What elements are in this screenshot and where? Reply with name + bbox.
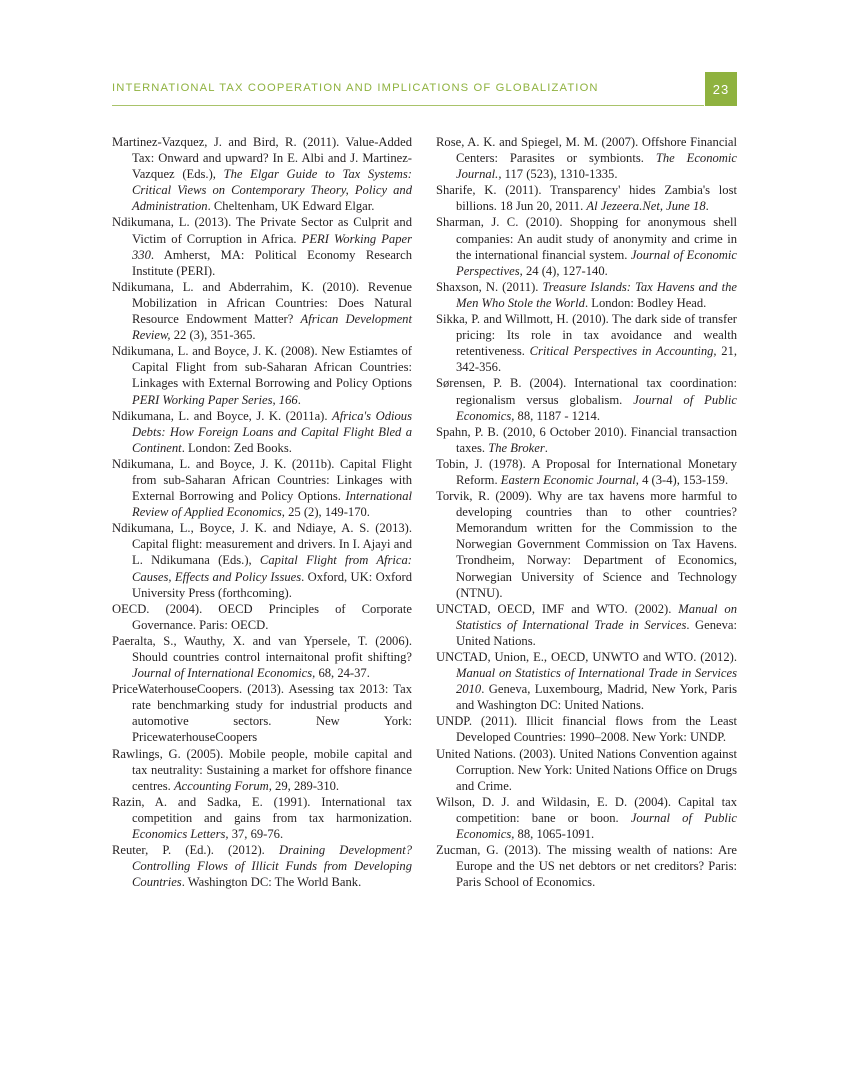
page-number-badge: [705, 72, 737, 106]
reference-text: 117 (523), 1310-1335.: [501, 167, 618, 182]
reference-title-italic: Africa's Odious Debts: How Foreign Loans and Capital Flight Bled a Continent: [132, 408, 412, 455]
page-number: 23: [712, 81, 730, 97]
reference-text: UNCTAD, Union, E., OECD, UNWTO and WTO. (2012).: [436, 650, 737, 664]
reference-text: PriceWaterhouseCoopers. (2013). Asessing tax 2013: Tax rate benchmarking study for industrial products and automotive sectors. New York: PricewaterhouseCoopers: [112, 682, 412, 745]
reference-text: 24 (4), 127-140.: [522, 263, 608, 278]
reference-entry: [436, 375, 737, 423]
reference-title-italic: The Elgar Guide to Tax Systems: Critical Views on Contemporary Theory, Policy and Administration: [132, 167, 412, 214]
reference-text: . Washington DC: The World Bank.: [181, 875, 362, 890]
reference-text: 37, 69-76.: [228, 827, 284, 842]
reference-entry: [436, 279, 737, 311]
reference-title-italic: PERI Working Paper Series, 166: [132, 392, 298, 407]
reference-text: OECD. (2004). OECD Principles of Corporate Governance. Paris: OECD.: [112, 601, 412, 632]
reference-text: Razin, A. and Sadka, E. (1991). International tax competition and gains from tax harmonization.: [112, 794, 412, 825]
reference-title-italic: The Economic Journal.,: [456, 151, 737, 182]
reference-text: Ndikumana, L., Boyce, J. K. and Ndiaye, A. S. (2013). Capital flight: measurement and drivers. In I. Ajayi and L. Ndikumana (Eds.),: [112, 521, 412, 568]
reference-text: Wilson, D. J. and Wildasin, E. D. (2004). Capital tax competition: bane or boon.: [436, 794, 737, 825]
reference-entry: [436, 424, 737, 456]
reference-title-italic: Eastern Economic Journal,: [500, 472, 639, 487]
reference-entry: [112, 214, 412, 278]
reference-entry: [112, 134, 412, 214]
reference-entry: [436, 488, 737, 601]
reference-text: .: [297, 392, 301, 407]
reference-title-italic: International Review of Applied Economics,: [132, 489, 412, 520]
reference-text: 88, 1187 - 1214.: [514, 408, 600, 423]
reference-text: Spahn, P. B. (2010, 6 October 2010). Financial transaction taxes.: [436, 424, 737, 455]
reference-entry: [112, 279, 412, 343]
reference-title-italic: Capital Flight from Africa: Causes, Effects and Policy Issues: [132, 553, 412, 584]
reference-text: 4 (3-4), 153-159.: [638, 472, 729, 487]
reference-text: 68, 24-37.: [315, 666, 370, 681]
reference-entry: [436, 713, 737, 745]
reference-entry: [436, 214, 737, 278]
reference-entry: [112, 601, 412, 633]
reference-text: .: [544, 440, 548, 455]
reference-text: Sørensen, P. B. (2004). International tax coordination: regionalism versus globalism.: [436, 376, 737, 407]
page-header: [112, 72, 737, 106]
reference-text: . London: Bodley Head.: [584, 295, 707, 310]
reference-entry: [436, 311, 737, 375]
reference-title-italic: Manual on Statistics of International Trade in Services 2010: [456, 666, 737, 697]
reference-title-italic: Journal of Public Economics,: [456, 392, 738, 423]
running-header-title: INTERNATIONAL TAX COOPERATION AND IMPLICATIONS OF GLOBALIZATION: [112, 82, 599, 94]
reference-text: Rose, A. K. and Spiegel, M. M. (2007). Offshore Financial Centers: Parasites or symbionts.: [436, 135, 737, 166]
reference-title-italic: Al Jezeera.Net, June 18: [586, 199, 706, 214]
reference-text: . Oxford, UK: Oxford University Press (forthcoming).: [132, 569, 412, 600]
reference-text: Sharman, J. C. (2010). Shopping for anonymous shell companies: An audit study of anonymity and crime in the international financial system.: [436, 215, 737, 262]
reference-text: United Nations. (2003). United Nations Convention against Corruption. New York: United Nations Office on Drugs and Crime.: [436, 746, 737, 793]
reference-title-italic: Economics Letters,: [132, 827, 229, 842]
reference-title-italic: Journal of Economic Perspectives,: [456, 247, 737, 278]
reference-text: Ndikumana, L. and Abderrahim, K. (2010). Revenue Mobilization in African Countries: Does Natural Resource Endowment Matter?: [112, 279, 412, 327]
reference-entry: [112, 681, 412, 745]
reference-text: UNCTAD, OECD, IMF and WTO. (2002).: [436, 601, 679, 616]
reference-text: Ndikumana, L. and Boyce, J. K. (2011a).: [112, 408, 333, 423]
reference-entry: [112, 633, 412, 681]
references-right-column: [436, 134, 737, 890]
reference-text: .: [705, 199, 709, 214]
reference-text: Ndikumana, L. and Boyce, J. K. (2011b). Capital Flight from sub-Saharan African Countries: Linkages with External Borrowing and Policy Options.: [112, 456, 412, 504]
reference-text: . Cheltenham, UK Edward Elgar.: [207, 199, 375, 214]
reference-entry: [436, 182, 737, 214]
reference-title-italic: Draining Development? Controlling Flows of Illicit Funds from Developing Countries: [132, 843, 412, 890]
reference-text: Rawlings, G. (2005). Mobile people, mobile capital and tax neutrality: Sustaining a market for offshore finance centres.: [112, 746, 412, 793]
reference-text: Ndikumana, L. and Boyce, J. K. (2008). New Estiamtes of Capital Flight from sub-Saharan African Countries: Linkages with External Borrowing and Policy Options: [112, 344, 412, 391]
reference-entry: [112, 794, 412, 842]
reference-entry: [112, 746, 412, 794]
reference-text: Martinez-Vazquez, J. and Bird, R. (2011). Value-Added Tax: Onward and upward? In E. Albi and J. Martinez-Vazquez (Eds.),: [112, 135, 412, 182]
reference-title-italic: Critical Perspectives in Accounting,: [529, 344, 717, 359]
reference-text: Sikka, P. and Willmott, H. (2010). The dark side of transfer pricing: Its role in tax avoidance and wealth retentiveness.: [436, 312, 737, 359]
reference-title-italic: African Development Review,: [132, 312, 412, 343]
reference-title-italic: Accounting Forum,: [173, 778, 272, 793]
reference-entry: [112, 456, 412, 520]
reference-text: Torvik, R. (2009). Why are tax havens more harmful to developing countries than to other countries? Memorandum written for the Commission to the Norwegian Government Commission on Tax Havens. Trondheim, Norway: Department of Economics, Norwegian University of Science and Technology (NTNU).: [436, 489, 737, 600]
reference-text: Shaxson, N. (2011).: [436, 279, 543, 294]
reference-entry: [112, 408, 412, 456]
reference-text: UNDP. (2011). Illicit financial flows from the Least Developed Countries: 1990–2008. New York: UNDP.: [436, 714, 737, 745]
reference-text: Ndikumana, L. (2013). The Private Sector as Culprit and Victim of Corruption in Africa.: [112, 215, 412, 246]
reference-text: . Geneva, Luxembourg, Madrid, New York, Paris and Washington DC: United Nations.: [456, 682, 737, 713]
references-left-column: [112, 134, 412, 890]
reference-text: 21, 342-356.: [456, 344, 738, 375]
reference-entry: [112, 343, 412, 407]
reference-entry: [436, 794, 737, 842]
reference-text: . Geneva: United Nations.: [456, 617, 737, 648]
reference-text: Reuter, P. (Ed.). (2012).: [112, 843, 279, 858]
reference-entry: [436, 601, 737, 649]
reference-entry: [112, 842, 412, 890]
header-divider: [112, 105, 704, 106]
reference-title-italic: PERI Working Paper 330: [132, 231, 413, 262]
reference-title-italic: Treasure Islands: Tax Havens and the Men Who Stole the World: [456, 279, 737, 310]
reference-entry: [436, 456, 737, 488]
reference-text: Zucman, G. (2013). The missing wealth of nations: Are Europe and the US net debtors or net creditors? Paris: Paris School of Economics.: [436, 843, 737, 890]
reference-entry: [436, 649, 737, 713]
reference-text: 29, 289-310.: [271, 778, 340, 793]
reference-text: Tobin, J. (1978). A Proposal for International Monetary Reform.: [436, 456, 737, 487]
reference-text: . Amherst, MA: Political Economy Research Institute (PERI).: [132, 247, 412, 278]
reference-entry: [436, 842, 737, 890]
reference-text: 25 (2), 149-170.: [284, 505, 370, 520]
reference-title-italic: The Broker: [488, 440, 545, 455]
reference-text: 88, 1065-1091.: [514, 827, 595, 842]
reference-title-italic: Manual on Statistics of International Trade in Services: [456, 601, 737, 632]
reference-text: Sharife, K. (2011). Transparency' hides Zambia's lost billions. 18 Jun 20, 2011.: [436, 183, 737, 214]
reference-title-italic: Journal of Public Economics,: [456, 810, 737, 842]
reference-entry: [436, 134, 737, 182]
reference-text: 22 (3), 351-365.: [170, 328, 256, 343]
reference-title-italic: Journal of International Economics,: [132, 666, 316, 681]
reference-text: Paeralta, S., Wauthy, X. and van Ypersele, T. (2006). Should countries control internaitonal profit shifting?: [112, 633, 412, 664]
reference-text: . London: Zed Books.: [181, 440, 292, 455]
reference-entry: [436, 746, 737, 794]
reference-entry: [112, 520, 412, 600]
